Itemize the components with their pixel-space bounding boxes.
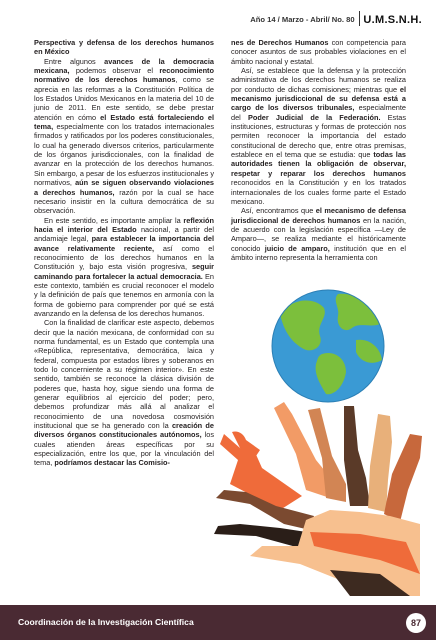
paragraph: Así, encontramos que el mecanismo de defensa jurisdiccional de derechos humanos en la nación, de acuerdo con la legislación específica —Ley de Amparo—, se realiza mediante el históricamente conocido juicio de amparo, institución que en el ámbito interno representa la herramienta con (231, 206, 407, 262)
raised-hands (214, 402, 422, 596)
globe-hands-illustration (210, 284, 422, 596)
paragraph: nes de Derechos Humanos con competencia para conocer asuntos de sus probables violaciones en el ámbito nacional y estatal. (231, 38, 406, 66)
right-column (231, 38, 406, 262)
paragraph: En este sentido, es importante ampliar la reflexión hacia el interior del Estado nacional, a partir del andamiaje legal, para establecer la importancia del avance relativamente reciente, así como el reconocimiento de los derechos humanos en la Constitución y, bajo esta visión progresiva, seguir caminando para fortalecer la actual democracia. En este contexto, también es crucial reconocer el modelo y la definición de país que tenemos en armonía con la forma de gobierno para comprender por qué se está avanzando en la defensa de los derechos humanos. (34, 215, 215, 318)
page-header (250, 6, 422, 26)
header-divider (359, 11, 360, 26)
paragraph: Con la finalidad de clarificar este aspecto, debemos decir que la nación mexicana, de conformidad con su norma fundamental, es un Estado que contempla una «República, representativa, democrática, laica y federal, compuesta por estados libres y soberanos en todo lo concerniente a su régimen interior». En este sentido, también se reconoce la clásica división de poderes que, hasta hoy, sigue siendo una forma de generar equilibrios al ejercicio del poder; pero, debemos profundizar más allá al analizar el reconocimiento de una novedosa cosmovisión institucional que se ha generado con la creación de diversos órganos constitucionales autónomos, los cuales atienden áreas específicas por su especialización, entre los que, por la vinculación del tema, podríamos destacar las Comisio- (34, 318, 214, 468)
paragraph: Entre algunos avances de la democracia mexicana, podemos observar el reconocimiento normativo de los derechos humanos, como se aprecia en las reformas a la Constitución Política de los Estados Unidos Mexicanos en la materia del 10 de junio de 2011. En este sentido, se debe prestar atención en cómo el Estado está fortaleciendo el tema, especialmente con los tratados internacionales firmados y ratificados por los poderes constitucionales, lo cual ha generado diversos criterios, particularmente de los órganos jurisdiccionales, con la finalidad de avanzar en la protección de los derechos humanos. Sin embargo, a pesar de los esfuerzos institucionales y normativos, aún se siguen observando violaciones a derechos humanos, razón por la cual se hace necesario insistir en la cultura democrática de su observación. (34, 56, 215, 216)
paragraph: Así, se establece que la defensa y la protección administrativa de los derechos humanos se realiza por conducto de dichas comisiones; mientras que el mecanismo jurisdiccional de su defensa está a cargo de los diversos tribunales, especialmente del Poder Judicial de la Federación. Estas instituciones, estructuras y formas de protección nos permiten reconocer la importancia del estado constitucional de derecho que, entre otras premisas, establece en el tema que se estudia: que todas las autoridades tienen la obligación de observar, respetar y reparar los derechos humanos reconocidos en la Constitución y en los tratados internacionales de los cuales forme parte el Estado mexicano. (231, 66, 407, 206)
university-name: U.M.S.N.H. (363, 14, 422, 26)
footer-title: Coordinación de la Investigación Científica (18, 617, 194, 627)
page-number: 87 (406, 613, 426, 633)
issue-info: Año 14 / Marzo - Abril/ No. 80 (250, 15, 355, 24)
page-footer (0, 605, 436, 640)
section-heading: Perspectiva y defensa de los derechos humanos en México (34, 38, 214, 57)
globe-icon (272, 290, 384, 402)
left-column (34, 38, 214, 468)
